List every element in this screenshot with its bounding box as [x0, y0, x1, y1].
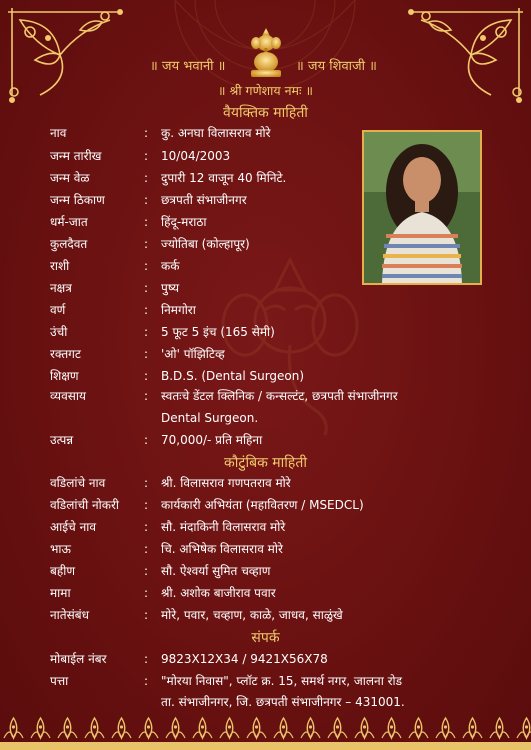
row-label: पत्ता: [50, 674, 69, 688]
row-label: रक्तगट: [50, 347, 81, 361]
row-value: हिंदू-मराठा: [161, 215, 207, 229]
row-label: जन्म वेळ: [50, 171, 90, 185]
row-label: मामा: [50, 586, 71, 600]
row-value: कार्यकारी अभियंता (महावितरण / MSEDCL): [161, 498, 364, 512]
row-label: धर्म-जात: [50, 215, 88, 229]
row-label: राशी: [50, 259, 70, 273]
row-value: श्री. अशोक बाजीराव पवार: [161, 586, 276, 600]
row-value: 10/04/2003: [161, 149, 231, 163]
row-value: छत्रपती संभाजीनगर: [161, 193, 247, 207]
row-colon: :: [144, 325, 149, 339]
occupation-continuation: Dental Surgeon.: [161, 411, 259, 425]
row-value: सौ. ऐश्वर्या सुमित चव्हाण: [161, 564, 271, 578]
address-continuation: ता. संभाजीनगर, जि. छत्रपती संभाजीनगर – 431001.: [161, 695, 405, 709]
jai-bhavani-text: ॥ जय भवानी ॥: [150, 59, 226, 74]
row-label: उंची: [50, 325, 68, 339]
row-value: मोरे, पवार, चव्हाण, काळे, जाधव, साळुंखे: [161, 608, 343, 622]
row-value: 5 फूट 5 इंच (165 सेमी): [161, 325, 275, 339]
row-colon: :: [144, 520, 149, 534]
row-label: नाव: [50, 126, 67, 140]
row-colon: :: [144, 237, 149, 251]
row-colon: :: [144, 674, 149, 688]
row-value: स्वतःचे डेंटल क्लिनिक / कन्सल्टंट, छत्रपती संभाजीनगर: [161, 389, 398, 403]
row-colon: :: [144, 171, 149, 185]
row-colon: :: [144, 564, 149, 578]
row-value: 'ओ' पॉझिटिव्ह: [161, 347, 225, 361]
row-colon: :: [144, 369, 149, 383]
contact-section-title: संपर्क: [251, 630, 280, 646]
row-value: ज्योतिबा (कोल्हापूर): [161, 237, 250, 251]
lotus-border-icon: [0, 712, 531, 750]
ganesha-watermark-icon: [215, 250, 365, 460]
row-colon: :: [144, 149, 149, 163]
row-colon: :: [144, 303, 149, 317]
row-colon: :: [144, 389, 149, 403]
row-colon: :: [144, 476, 149, 490]
row-value: श्री. विलासराव गणपतराव मोरे: [161, 476, 291, 490]
row-value: दुपारी 12 वाजून 40 मिनिटे.: [161, 171, 287, 185]
row-colon: :: [144, 281, 149, 295]
row-label: वडिलांची नोकरी: [50, 498, 119, 512]
row-value: चि. अभिषेक विलासराव मोरे: [161, 542, 283, 556]
invocation-text: ॥ श्री गणेशाय नमः ॥: [218, 83, 313, 98]
jai-shivaji-text: ॥ जय शिवाजी ॥: [296, 59, 377, 74]
row-colon: :: [144, 608, 149, 622]
row-label: भाऊ: [50, 542, 71, 556]
row-colon: :: [144, 347, 149, 361]
row-label: आईचे नाव: [50, 520, 97, 534]
row-value: निमगोरा: [161, 303, 196, 317]
row-value: 70,000/- प्रति महिना: [161, 433, 263, 447]
row-value: कु. अनघा विलासराव मोरे: [161, 126, 271, 140]
row-label: मोबाईल नंबर: [50, 652, 107, 666]
row-value: "मोरया निवास", प्लॉट क्र. 15, समर्थ नगर, जालना रोड: [161, 674, 403, 688]
row-value: सौ. मंदाकिनी विलासराव मोरे: [161, 520, 286, 534]
row-colon: :: [144, 215, 149, 229]
row-value: कर्क: [161, 259, 180, 273]
row-label: वडिलांचे नाव: [50, 476, 106, 490]
row-label: नातेसंबंध: [50, 608, 89, 622]
profile-photo-image: [364, 132, 480, 283]
row-label: कुलदैवत: [50, 237, 88, 251]
row-value: B.D.S. (Dental Surgeon): [161, 369, 305, 383]
row-label: नक्षत्र: [50, 281, 72, 295]
row-label: उत्पन्न: [50, 433, 74, 447]
row-colon: :: [144, 542, 149, 556]
row-label: शिक्षण: [50, 369, 79, 383]
row-colon: :: [144, 259, 149, 273]
personal-section-title: वैयक्तिक माहिती: [223, 105, 308, 121]
row-colon: :: [144, 193, 149, 207]
row-colon: :: [144, 652, 149, 666]
row-colon: :: [144, 126, 149, 140]
row-label: वर्ण: [50, 303, 66, 317]
family-section-title: कौटुंबिक माहिती: [224, 455, 307, 471]
row-colon: :: [144, 433, 149, 447]
ganesha-idol-icon: [245, 26, 287, 78]
row-label: बहीण: [50, 564, 76, 578]
row-value: पुष्य: [161, 281, 180, 295]
row-label: जन्म ठिकाण: [50, 193, 105, 207]
row-label: व्यवसाय: [50, 389, 86, 403]
row-label: जन्म तारीख: [50, 149, 102, 163]
row-colon: :: [144, 498, 149, 512]
profile-photo: [362, 130, 482, 285]
row-colon: :: [144, 586, 149, 600]
row-value: 9823X12X34 / 9421X56X78: [161, 652, 328, 666]
